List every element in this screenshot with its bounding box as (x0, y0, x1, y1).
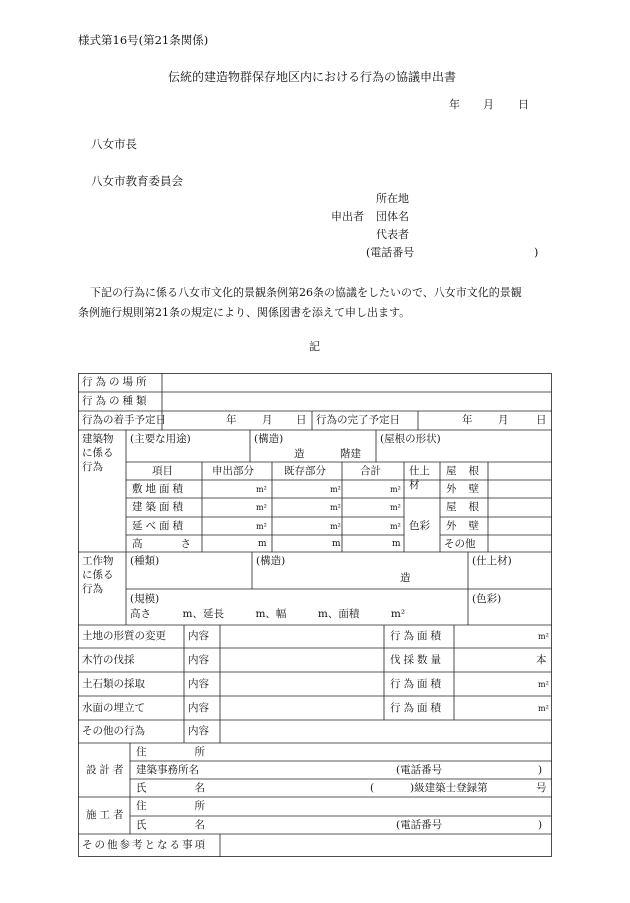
act-water-content: 内容 (188, 702, 209, 714)
designer-reg-label: )級建築士登録第 (410, 782, 488, 794)
unit-r3c2: m (332, 539, 341, 549)
works-label-1: 工作物 (82, 555, 114, 567)
designer-phone-close: ) (538, 764, 543, 776)
structure-label: (構造) (254, 433, 284, 445)
designer-phone-label: (電話番号 (396, 764, 443, 776)
works-label-2: に係る (82, 569, 114, 581)
unit-r0c3: m² (390, 485, 401, 494)
unit-r0c1: m² (256, 485, 267, 494)
unit-r1c1: m² (256, 503, 267, 512)
builder-phone-close: ) (538, 819, 543, 831)
act-water-label: 水面の埋立て (82, 702, 145, 714)
designer-address-text: 住所 (136, 746, 253, 758)
finish-label-1: 仕上 (409, 465, 430, 477)
intro-line-2: 条例施行規則第21条の規定により、関係図書を添えて申し出ます。 (78, 306, 411, 319)
act-land-measure: 行為面積 (390, 630, 444, 642)
addressee-mayor: 八女市長 (91, 137, 137, 151)
building-label-3: 行為 (82, 461, 103, 473)
roof-shape-label: (屋根の形状) (380, 433, 441, 445)
part-other: その他 (444, 538, 476, 550)
builder-name-label (136, 819, 253, 832)
date-year: 年 (449, 98, 460, 111)
builder-address-label (136, 800, 253, 813)
row-building-area: 建築面積 (132, 501, 186, 513)
structure-zo: 造 (294, 448, 305, 460)
act-land-content: 内容 (188, 630, 209, 642)
addressee-board: 八女市教育委員会 (91, 174, 183, 188)
part-wall-1: 外壁 (446, 483, 491, 495)
act-water-measure: 行為面積 (390, 702, 444, 714)
works-scale-line: 高さ m、延長 m、幅 m、面積 m² (130, 608, 406, 620)
works-label-3: 行為 (82, 583, 103, 595)
row-height-text: 高さ (132, 538, 229, 550)
end-month: 月 (498, 414, 509, 426)
act-other-content: 内容 (188, 725, 209, 737)
unit-r1c3: m² (390, 503, 401, 512)
kind-label: 行為の種類 (82, 395, 150, 407)
applicant-org-label: 団体名 (376, 210, 409, 223)
structure-floors: 階建 (340, 448, 361, 460)
act-water-unit: m² (538, 704, 549, 713)
builder-address-text: 住所 (136, 800, 253, 812)
act-soil-measure: 行為面積 (390, 678, 444, 690)
designer-reg-open: ( (370, 782, 375, 794)
applicant-address-label: 所在地 (376, 192, 409, 205)
end-date-label: 行為の完了予定日 (316, 414, 400, 426)
form-number: 様式第16号(第21条関係) (78, 33, 209, 47)
row-floor-area: 延べ面積 (132, 520, 186, 532)
unit-r3c3: m (392, 539, 401, 549)
act-tree-measure: 伐採数量 (390, 654, 444, 666)
act-land-unit: m² (538, 632, 549, 641)
applicant-rep-label: 代表者 (376, 228, 409, 241)
act-tree-content: 内容 (188, 654, 209, 666)
applicant-phone-close: ) (534, 246, 539, 259)
start-year: 年 (226, 414, 237, 426)
main-use-label: (主要な用途) (130, 433, 191, 445)
designer-office-label: 建築事務所名 (136, 764, 199, 776)
part-wall-2: 外壁 (446, 520, 491, 532)
designer-label: 設計者 (86, 764, 127, 776)
act-soil-unit: m² (538, 680, 549, 689)
page-title: 伝統的建造物群保存地区内における行為の協議申出書 (168, 70, 457, 84)
col-existing: 既存部分 (284, 465, 326, 477)
part-roof-2: 屋根 (446, 501, 491, 513)
unit-r3c1: m (258, 539, 267, 549)
start-date-label: 行為の着手予定日 (82, 414, 166, 426)
works-scale-label: (規模) (130, 593, 160, 605)
unit-r2c3: m² (390, 522, 401, 531)
builder-label: 施工者 (86, 809, 127, 821)
works-finish-label: (仕上材) (472, 555, 512, 567)
color-label: 色彩 (409, 520, 430, 532)
designer-name-label (136, 782, 253, 795)
part-roof-1: 屋根 (446, 465, 491, 477)
start-day: 日 (296, 414, 307, 426)
col-item: 項目 (152, 465, 173, 477)
place-label: 行為の場所 (82, 376, 150, 388)
works-color-label: (色彩) (472, 593, 502, 605)
end-year: 年 (462, 414, 473, 426)
act-tree-label: 木竹の伐採 (82, 654, 135, 666)
date-month: 月 (483, 98, 494, 111)
building-label-1: 建築物 (82, 433, 114, 445)
works-structure-zo: 造 (400, 572, 411, 584)
unit-r2c1: m² (256, 522, 267, 531)
designer-reg-suffix: 号 (536, 782, 547, 794)
row-site-area: 敷地面積 (132, 483, 186, 495)
finish-label-2: 材 (409, 479, 420, 491)
intro-line-1: 下記の行為に係る八女市文化的景観条例第26条の協議をしたいので、八女市文化的景観 (90, 286, 522, 299)
designer-name-text: 氏名 (136, 782, 253, 794)
builder-phone-label: (電話番号 (396, 819, 443, 831)
ki-label: 記 (309, 340, 320, 353)
building-label-2: に係る (82, 447, 114, 459)
unit-r2c2: m² (330, 522, 341, 531)
col-applied: 申出部分 (212, 465, 254, 477)
act-soil-content: 内容 (188, 678, 209, 690)
works-kind-label: (種類) (130, 555, 160, 567)
unit-r0c2: m² (330, 485, 341, 494)
act-tree-unit: 本 (536, 654, 547, 666)
act-land-label: 土地の形質の変更 (82, 630, 166, 642)
date-day: 日 (518, 98, 529, 111)
act-soil-label: 土石類の採取 (82, 678, 145, 690)
applicant-label: 申出者 (331, 210, 364, 223)
row-height (132, 538, 229, 551)
applicant-phone-label: (電話番号 (366, 246, 415, 259)
unit-r1c2: m² (330, 503, 341, 512)
application-form-table (78, 373, 552, 857)
act-other-label: その他の行為 (82, 725, 145, 737)
col-total: 合計 (360, 465, 381, 477)
start-month: 月 (262, 414, 273, 426)
end-day: 日 (536, 414, 547, 426)
builder-name-text: 氏名 (136, 819, 253, 831)
works-structure-label: (構造) (256, 555, 286, 567)
designer-address-label (136, 746, 253, 759)
other-notes-label: その他参考となる事項 (82, 839, 207, 851)
